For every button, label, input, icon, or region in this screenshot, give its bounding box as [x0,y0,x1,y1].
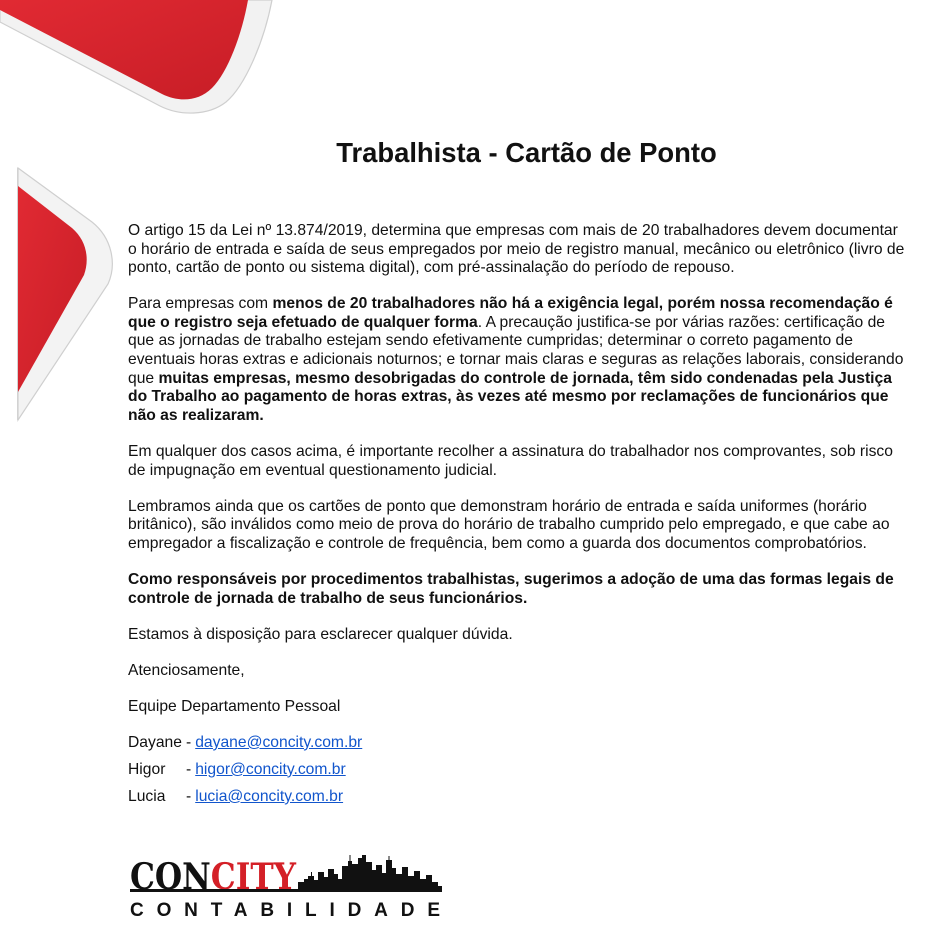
law-paragraph: O artigo 15 da Lei nº 13.874/2019, determina que empresas com mais de 20 trabalhadores devem documentar o horário de entrada e saída de seus empregados por meio de registro manual, mecânico ou eletrônico (livro de ponto, cartão de ponto ou sistema digital), com pré-assinalação do período de repouso. [128,222,905,277]
contact-separator: - [186,760,192,778]
page-title: Trabalhista - Cartão de Ponto [336,137,717,168]
team-signature: Equipe Departamento Pessoal [128,697,341,715]
contact-list [128,734,908,807]
contact-separator: - [186,787,192,805]
logo-word-red: CITY [210,856,309,898]
city-skyline-icon [298,855,442,892]
concity-logo [128,852,444,920]
uniform-hours-paragraph: Lembramos ainda que os cartões de ponto que demonstram horário de entrada e saída uniformes (horário britânico), são inválidos como meio de prova do horário de trabalho cumprido pelo empregado, e que cabe ao empregador a fiscalização e controle de frequência, bem como a guarda dos documentos comprobatórios. [128,497,890,552]
recommendation-emphasis: menos de 20 trabalhadores não há a exigência legal, porém nossa recomendação é que o registro seja efetuado de qualquer forma [128,295,893,331]
decorative-corner-shape [0,0,280,118]
suggestion-paragraph: Como responsáveis por procedimentos trabalhistas, sugerimos a adoção de uma das formas legais de controle de jornada de trabalho de seus funcionários. [128,570,894,607]
contact-name: Lucia [128,787,166,805]
signature-paragraph: Em qualquer dos casos acima, é importante recolher a assinatura do trabalhador nos comprovantes, sob risco de impugnação em eventual questionamento judicial. [128,442,893,479]
contact-name: Dayane [128,733,182,751]
recommendation-text: Para empresas com [128,295,273,313]
contact-email-link[interactable]: dayane@concity.com.br [195,733,363,751]
contact-separator: - [186,733,192,751]
recommendation-paragraph [128,295,908,425]
recommendation-emphasis: muitas empresas, mesmo desobrigadas do controle de jornada, têm sido condenadas pela Justiça do Trabalho ao pagamento de horas extras, às vezes até mesmo por reclamações de funcionários que não as realizaram. [128,369,892,424]
logo-word-black: CON [130,856,223,898]
message-body [128,222,908,815]
contact-row [128,788,908,807]
recommendation-text: . A precaução justifica-se por várias razões: certificação de que as jornadas de trabalho estejam sendo efetivamente cumpridas; determinar o correto pagamento de eventuais horas extras e adicionais noturnos; e tornar mais claras e seguras as relações laborais, considerando que [128,313,904,387]
closing-salutation: Atenciosamente, [128,661,245,679]
contact-email-link[interactable]: higor@concity.com.br [195,760,346,778]
decorative-side-shape [0,160,125,430]
logo-tagline: CONTABILIDADE [130,900,440,920]
availability-paragraph: Estamos à disposição para esclarecer qualquer dúvida. [128,625,513,643]
contact-row [128,761,908,780]
contact-email-link[interactable]: lucia@concity.com.br [195,787,344,805]
contact-name: Higor [128,760,166,778]
contact-row [128,734,908,753]
